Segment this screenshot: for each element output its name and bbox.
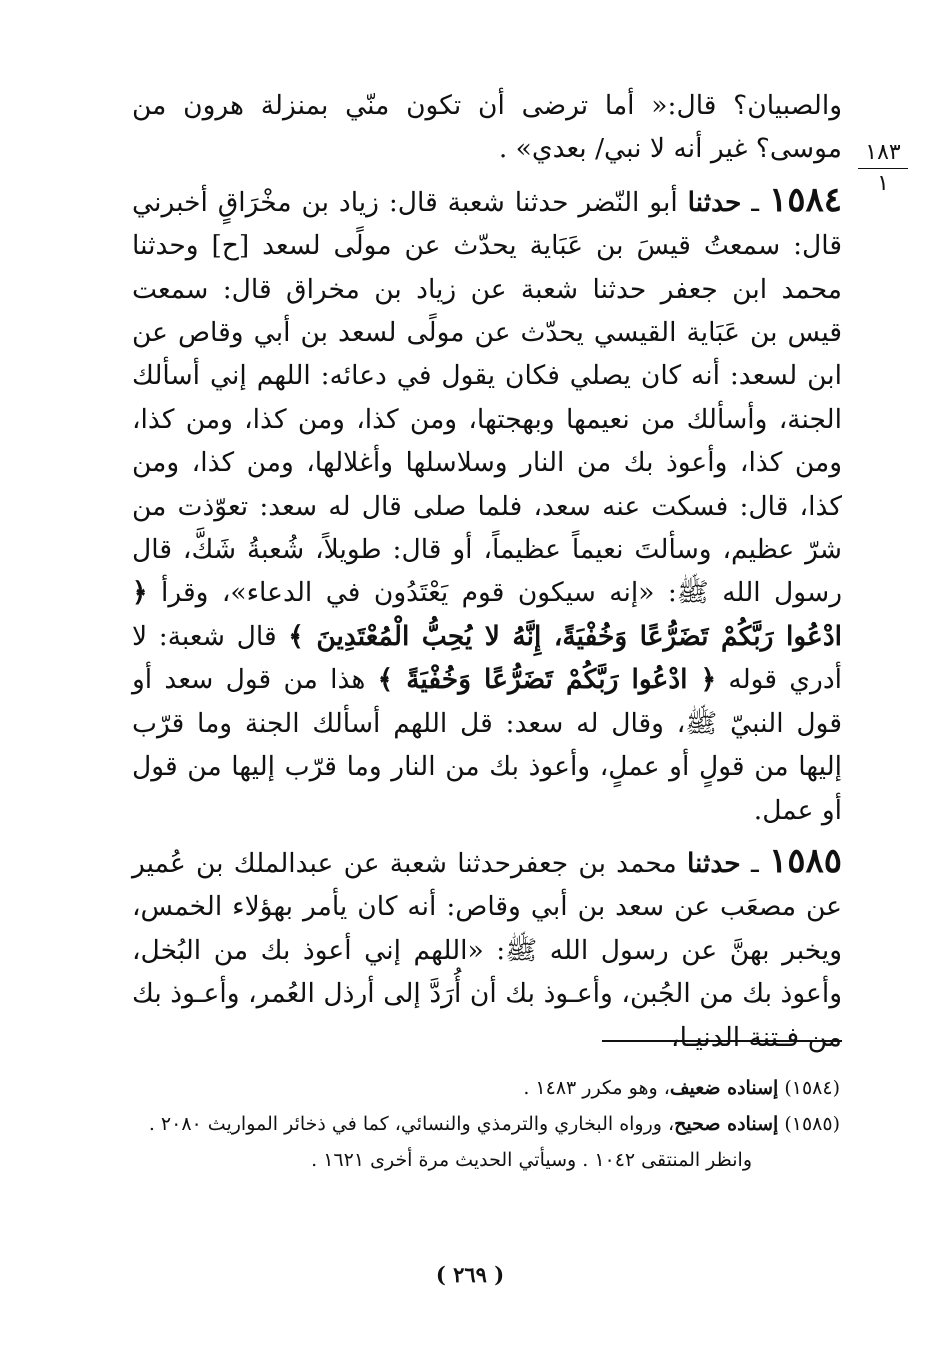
footnote-grading: إسناده ضعيف bbox=[669, 1077, 779, 1099]
hadith-1584 bbox=[132, 179, 842, 832]
intro-line-2: لا نبي/ بعدي» . bbox=[498, 133, 666, 165]
hadith-text: محمد بن جعفرحدثنا شعبة عن عبدالملك بن عُمير عن مصعَب عن سعد بن أبي وقاص: أنه كان يأمر بهؤلاء الخمس، ويخبر بهنَّ عن رسول الله ﷺ: «اللهم إني أعوذ بك من البُخل، وأعوذ بك من الجُبن، وأعـوذ بك أن أُرَدَّ إلى أرذل العُمر، وأعـوذ بك من فـتنة الدنيـا، bbox=[132, 847, 842, 1053]
hadith-number: ١٥٨٥ bbox=[768, 840, 842, 881]
footnote-number: (١٥٨٤) bbox=[784, 1077, 840, 1099]
margin-reference-number: ١٨٣ bbox=[858, 140, 908, 169]
page-number: ( ٢٦٩ ) bbox=[435, 1262, 505, 1287]
footnote-text: ، ورواه البخاري والترمذي والنسائي، كما في ذخائر المواريث ٢٠٨٠ . bbox=[148, 1113, 675, 1135]
hadith-text-c: هذا من قول سعد أو قول النبيّ ﷺ، وقال له سعد: قل اللهم أسألك الجنة وما قرّب إليها من قولٍ أو عملٍ، وأعوذ بك من النار وما قرّب إليها من قول أو عمل. bbox=[132, 664, 842, 826]
quran-verse-1: ﴿ ادْعُوا رَبَّكُمْ تَضَرُّعًا وَخُفْيَةً، إِنَّهُ لا يُحِبُّ الْمُعْتَدِينَ ﴾ bbox=[132, 577, 842, 652]
quran-verse-2: ﴿ ادْعُوا رَبَّكُمْ تَضَرُّعًا وَخُفْيَةً ﴾ bbox=[377, 664, 717, 696]
footnote-separator bbox=[602, 1040, 842, 1042]
footnotes bbox=[120, 1070, 840, 1178]
footnote-1585-continued: وانظر المنتقى ١٠٤٢ . وسيأتي الحديث مرة أخرى ١٦٢١ . bbox=[311, 1149, 752, 1171]
margin-reference-sub: ١ bbox=[877, 171, 889, 196]
intro-line-1: والصبيان؟ قال:« أما ترضى أن تكون منّي بمنزلة هرون من موسى؟ غير أنه bbox=[132, 90, 842, 165]
main-text bbox=[132, 84, 842, 1059]
footnote-text: ، وهو مكرر ١٤٨٣ . bbox=[523, 1077, 670, 1099]
footnote-1585 bbox=[120, 1106, 840, 1142]
footnote-number: (١٥٨٥) bbox=[784, 1113, 840, 1135]
hadith-dash: ـ bbox=[740, 847, 769, 879]
footnote-1584 bbox=[120, 1070, 840, 1106]
hadith-dash: ـ bbox=[741, 186, 769, 218]
footnote-grading: إسناده صحيح bbox=[674, 1113, 779, 1135]
hadith-text-a: أبو النّضر حدثنا شعبة قال: زياد بن مخْرَاقٍ أخبرني قال: سمعتُ قيسَ بن عَبَاية يحدّث عن مولًى لسعد [ح] وحدثنا محمد ابن جعفر حدثنا شعبة عن زياد بن مخراق قال: سمعت قيس بن عَبَاية القيسي يحدّث عن مولًى لسعد بن أبي وقاص عن ابن لسعد: أنه كان يصلي فكان يقول في دعائه: اللهم إني أسألك الجنة، وأسألك من نعيمها وبهجتها، ومن كذا، ومن كذا، ومن كذا، ومن كذا، وأعوذ بك من النار وسلاسلها وأغلالها، ومن كذا، ومن كذا، قال: فسكت عنه سعد، فلما صلى قال له سعد: تعوّذت من شرّ عظيم، وسألتَ نعيماً عظيماً، أو قال: طويلاً، شُعبةُ شَكَّ، قال رسول الله ﷺ: «إنه سيكون قوم يَعْتَدُون في الدعاء»، وقرأ bbox=[132, 186, 842, 609]
haddathana-word: حدثنا bbox=[687, 186, 742, 218]
hadith-text-b: قال شعبة: لا أدري قوله bbox=[132, 620, 842, 696]
hadith-1585 bbox=[132, 840, 842, 1059]
intro-paragraph bbox=[132, 84, 842, 171]
margin-page-reference bbox=[858, 140, 908, 197]
haddathana-word: حدثنا bbox=[686, 847, 741, 879]
hadith-number: ١٥٨٤ bbox=[768, 179, 842, 220]
